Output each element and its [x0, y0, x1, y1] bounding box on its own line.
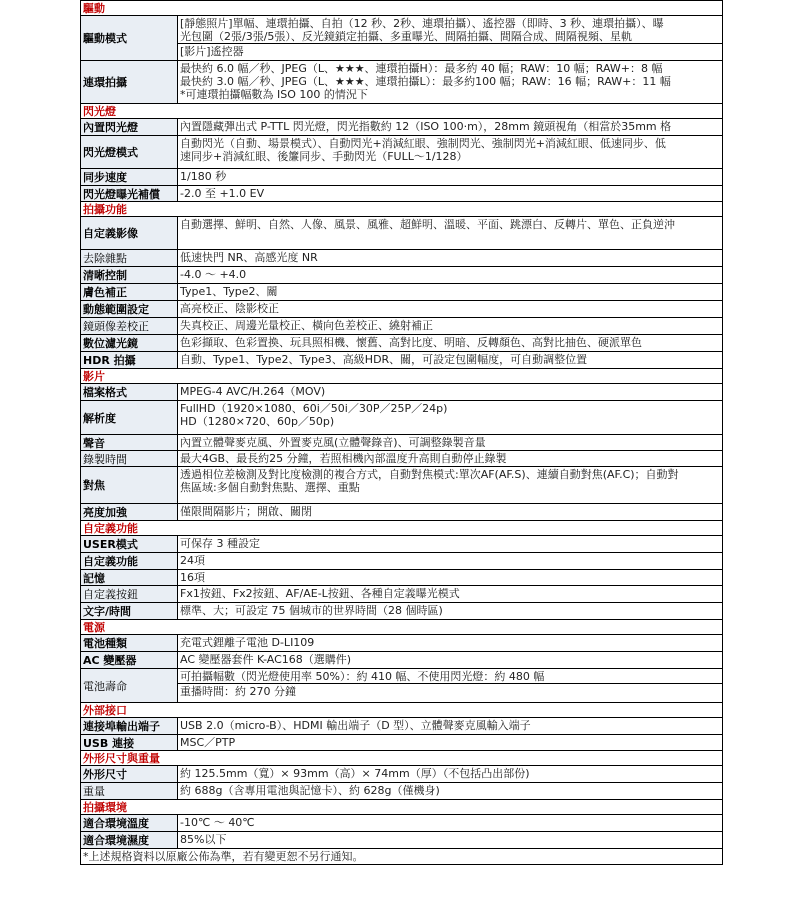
spec-value-line: 最大4GB、最長約25 分鐘，若照相機內部溫度升高則自動停止錄製 — [180, 452, 507, 465]
spec-value-line: 色彩擷取、色彩置換、玩具照相機、懷舊、高對比度、明暗、反轉顏色、高對比抽色、硬派單色 — [180, 336, 642, 349]
spec-value — [178, 718, 722, 734]
spec-value — [178, 136, 722, 168]
spec-value — [178, 536, 722, 552]
spec-label: 錄製時間 — [81, 451, 178, 466]
spec-value-line: 透過相位差檢測及對比度檢測的複合方式，自動對焦模式:單次AF(AF.S)、連續自動對焦(AF.C)；自動對 — [180, 468, 679, 481]
section-header: 外形尺寸與重量 — [81, 750, 722, 765]
section-header: 外部接口 — [81, 702, 722, 717]
spec-row — [81, 717, 722, 734]
spec-value-line: 約 688g（含專用電池與記憶卡）、約 628g（僅機身) — [180, 784, 440, 797]
spec-value-line: 1/180 秒 — [180, 170, 227, 183]
spec-value — [178, 451, 722, 466]
spec-value-line: 光包圍（2張/3張/5張）、反光鏡鎖定拍攝、多重曝光、間隔拍攝、間隔合成、間隔視頻、星軌 — [180, 30, 632, 43]
spec-value-line: *可連環拍攝幅數為 ISO 100 的情況下 — [180, 88, 368, 101]
spec-label: 外形尺寸 — [81, 766, 178, 782]
section-header: 自定義功能 — [81, 520, 722, 535]
spec-value-line: 85%以下 — [180, 833, 227, 846]
spec-value — [178, 553, 722, 569]
spec-value — [178, 586, 722, 602]
spec-row — [81, 503, 722, 520]
spec-value-line: Fx1按鈕、Fx2按鈕、AF/AE-L按鈕、各種自定義曝光模式 — [180, 587, 460, 600]
spec-label: HDR 拍攝 — [81, 352, 178, 368]
spec-value-line: 16項 — [180, 571, 205, 584]
spec-value-line: 24項 — [180, 554, 205, 567]
spec-value-line: 低速快門 NR、高感光度 NR — [180, 251, 318, 264]
spec-value-line: MSC／PTP — [180, 736, 236, 749]
spec-label: 清晰控制 — [81, 267, 178, 283]
spec-row — [81, 216, 722, 249]
section-header: 拍攝功能 — [81, 201, 722, 216]
spec-row — [81, 782, 722, 799]
spec-value-line: 自動、Type1、Type2、Type3、高級HDR、關，可設定包圍幅度，可自動調整位置 — [180, 353, 588, 366]
spec-value-line: -4.0 ～ +4.0 — [180, 268, 247, 281]
spec-value — [178, 267, 722, 283]
spec-label: 適合環境濕度 — [81, 832, 178, 848]
spec-row — [81, 300, 722, 317]
spec-label: 鏡頭像差校正 — [81, 318, 178, 334]
spec-value-line: HD（1280×720、60p／50p) — [180, 415, 335, 428]
spec-value-line: Type1、Type2、關 — [180, 285, 278, 298]
spec-value — [178, 217, 722, 249]
spec-value-line: 內置立體聲麥克風、外置麥克風(立體聲錄音)、可調整錄製音量 — [180, 436, 486, 449]
spec-value-line: 重播時間：約 270 分鐘 — [180, 685, 296, 698]
spec-value-line: [影片]遙控器 — [180, 45, 244, 58]
spec-label: 連環拍攝 — [81, 61, 178, 103]
spec-value — [178, 318, 722, 334]
spec-label: 自定義按鈕 — [81, 586, 178, 602]
section-header: 拍攝環境 — [81, 799, 722, 814]
spec-value-line: AC 變壓器套件 K-AC168（選購件) — [180, 653, 352, 666]
spec-row — [81, 466, 722, 503]
spec-row — [81, 283, 722, 300]
spec-row — [81, 60, 722, 103]
spec-value — [178, 352, 722, 368]
spec-value-line: 充電式鋰離子電池 D-LI109 — [180, 636, 315, 649]
spec-label: 數位濾光鏡 — [81, 335, 178, 351]
spec-label: 自定義功能 — [81, 553, 178, 569]
spec-value — [178, 766, 722, 782]
spec-value-line: 高亮校正、陰影校正 — [180, 302, 279, 315]
spec-value — [178, 384, 722, 400]
spec-label: 內置閃光燈 — [81, 119, 178, 135]
spec-label: USER模式 — [81, 536, 178, 552]
spec-value — [178, 603, 722, 619]
spec-label: 去除雜點 — [81, 250, 178, 266]
spec-row — [81, 168, 722, 185]
spec-value-line: 僅限間隔影片；開啟、關閉 — [180, 505, 312, 518]
spec-row — [81, 814, 722, 831]
spec-row — [81, 552, 722, 569]
spec-label: 膚色補正 — [81, 284, 178, 300]
spec-label: 電池壽命 — [81, 669, 178, 702]
spec-value-line: MPEG-4 AVC/H.264（MOV) — [180, 385, 326, 398]
spec-value — [178, 250, 722, 266]
spec-row — [81, 118, 722, 135]
spec-row — [81, 651, 722, 668]
spec-row — [81, 668, 722, 702]
spec-label: 記憶 — [81, 570, 178, 585]
spec-label: 連接埠輸出端子 — [81, 718, 178, 734]
spec-value-line: 最快約 3.0 幅／秒、JPEG（L、★★★、連環拍攝L）：最多約100 幅；RAW：16 幅；RAW+：11 幅 — [180, 75, 671, 88]
spec-row — [81, 569, 722, 585]
spec-row — [81, 434, 722, 450]
spec-row — [81, 831, 722, 848]
spec-value-line: 約 125.5mm（寬）× 93mm（高）× 74mm（厚）（不包括凸出部份) — [180, 767, 530, 780]
spec-value — [178, 635, 722, 651]
section-header: 閃光燈 — [81, 103, 722, 118]
spec-label: 閃光燈模式 — [81, 136, 178, 168]
spec-value — [178, 16, 722, 60]
spec-value-line: 速同步+消減紅眼、後簾同步、手動閃光（FULL～1/128） — [180, 150, 468, 163]
spec-row — [81, 602, 722, 619]
spec-row — [81, 266, 722, 283]
spec-label: 閃光燈曝光補償 — [81, 186, 178, 201]
spec-value — [178, 119, 722, 135]
section-header: 驅動 — [81, 0, 722, 15]
spec-label: 驅動模式 — [81, 16, 178, 60]
spec-row — [81, 249, 722, 266]
spec-value — [178, 169, 722, 185]
spec-row — [81, 383, 722, 400]
spec-value-line: 最快約 6.0 幅／秒、JPEG（L、★★★、連環拍攝H）：最多約 40 幅；RAW：10 幅；RAW+：8 幅 — [180, 62, 663, 75]
spec-value-line: 標準、大；可設定 75 個城市的世界時間（28 個時區) — [180, 604, 443, 617]
spec-value-line: 自動閃光（自動、場景模式）、自動閃光+消減紅眼、強制閃光、強制閃光+消減紅眼、低速同步、低 — [180, 137, 666, 150]
spec-value — [178, 783, 722, 799]
spec-value — [178, 284, 722, 300]
spec-value — [178, 186, 722, 201]
spec-label: 適合環境溫度 — [81, 815, 178, 831]
spec-value — [178, 570, 722, 585]
spec-row — [81, 765, 722, 782]
spec-row — [81, 585, 722, 602]
spec-label: 聲音 — [81, 435, 178, 450]
spec-label: 亮度加強 — [81, 504, 178, 520]
spec-label: 重量 — [81, 783, 178, 799]
spec-row — [81, 734, 722, 750]
spec-value — [178, 504, 722, 520]
spec-value-line: -10℃ ～ 40℃ — [180, 816, 255, 829]
spec-value-line: [靜態照片]單幅、連環拍攝、自拍（12 秒、2秒、連環拍攝）、遙控器（即時、3 秒、連環拍攝）、曝 — [180, 17, 664, 30]
spec-value — [178, 435, 722, 450]
spec-label: AC 變壓器 — [81, 652, 178, 668]
spec-value — [178, 61, 722, 103]
spec-row — [81, 317, 722, 334]
spec-label: USB 連接 — [81, 735, 178, 750]
spec-label: 動態範圍設定 — [81, 301, 178, 317]
spec-value-line: 可拍攝幅數（閃光燈使用率 50%）：約 410 幅、不使用閃光燈：約 480 幅 — [180, 670, 545, 683]
spec-table — [80, 0, 723, 865]
spec-label: 自定義影像 — [81, 217, 178, 249]
spec-row — [81, 634, 722, 651]
spec-value-line: 可保存 3 種設定 — [180, 537, 260, 550]
spec-value-line: 焦區域:多個自動對焦點、選擇、重點 — [180, 481, 360, 494]
spec-label: 同步速度 — [81, 169, 178, 185]
spec-value-line: 內置隱藏彈出式 P-TTL 閃光燈，閃光指數約 12（ISO 100·m），28mm 鏡頭視角（相當於35mm 格 — [180, 120, 672, 133]
section-header: 影片 — [81, 368, 722, 383]
spec-row — [81, 15, 722, 60]
spec-value-line: USB 2.0（micro-B）、HDMI 輸出端子（D 型）、立體聲麥克風輸入端子 — [180, 719, 531, 732]
spec-row — [81, 400, 722, 434]
spec-label: 電池種類 — [81, 635, 178, 651]
spec-row — [81, 185, 722, 201]
spec-value — [178, 335, 722, 351]
spec-value — [178, 301, 722, 317]
spec-value — [178, 467, 722, 503]
spec-value — [178, 652, 722, 668]
spec-value — [178, 832, 722, 848]
spec-value-line: -2.0 至 +1.0 EV — [180, 187, 265, 200]
spec-value — [178, 815, 722, 831]
spec-row — [81, 135, 722, 168]
spec-value-line: FullHD（1920×1080、60i／50i／30P／25P／24p) — [180, 402, 448, 415]
spec-value-line: 自動選擇、鮮明、自然、人像、風景、風雅、超鮮明、溫暖、平面、跳漂白、反轉片、單色、正負逆沖 — [180, 218, 675, 231]
section-header: 電源 — [81, 619, 722, 634]
spec-row — [81, 450, 722, 466]
spec-value — [178, 735, 722, 750]
spec-row — [81, 351, 722, 368]
spec-label: 對焦 — [81, 467, 178, 503]
spec-value-line: 失真校正、周邊光量校正、橫向色差校正、繞射補正 — [180, 319, 433, 332]
spec-label: 解析度 — [81, 401, 178, 434]
footnote: *上述規格資料以原廠公佈為準，若有變更恕不另行通知。 — [81, 848, 722, 864]
spec-row — [81, 535, 722, 552]
spec-label: 檔案格式 — [81, 384, 178, 400]
spec-label: 文字/時間 — [81, 603, 178, 619]
spec-value — [178, 401, 722, 434]
spec-value — [178, 669, 722, 702]
spec-row — [81, 334, 722, 351]
